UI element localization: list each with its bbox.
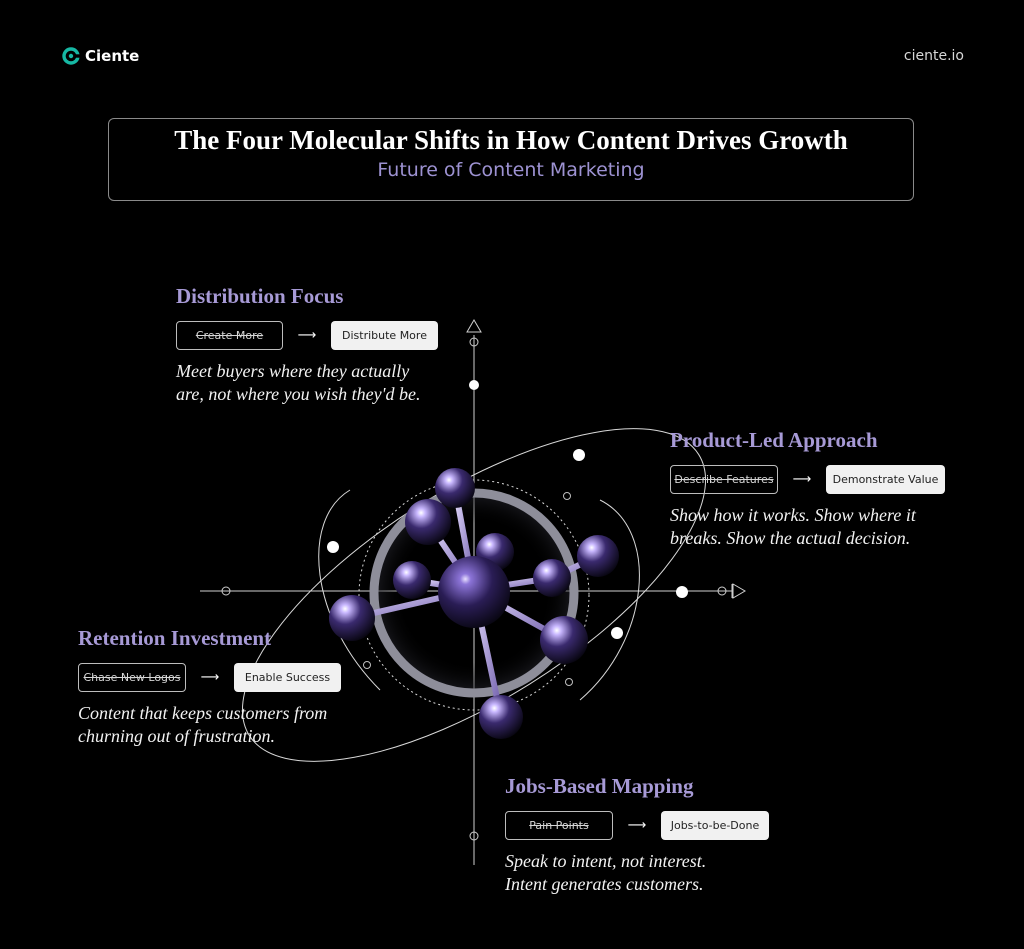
shift-title: Product-Led Approach — [670, 428, 878, 452]
shift-transition — [670, 465, 945, 494]
shift-description-line: Intent generates customers. — [505, 874, 704, 894]
arrow-right-icon: ⟶ — [297, 328, 317, 343]
atom — [435, 468, 475, 508]
atom — [577, 535, 619, 577]
shift-transition — [176, 321, 438, 350]
site-url-link[interactable]: ciente.io — [903, 48, 964, 64]
new-approach-pill: Demonstrate Value — [826, 465, 945, 494]
atom — [540, 616, 588, 664]
shift-description-line: churning out of frustration. — [78, 726, 276, 746]
atom-center — [438, 556, 510, 628]
shift-retention-investment — [78, 626, 341, 748]
shift-title: Retention Investment — [78, 626, 272, 650]
shift-description-line: are, not where you wish they'd be. — [176, 384, 421, 404]
shift-title: Jobs-Based Mapping — [505, 774, 694, 798]
old-approach-pill: Describe Features — [670, 465, 778, 494]
brand-name: Ciente — [85, 47, 140, 65]
atom — [393, 561, 431, 599]
shift-jobs-based-mapping — [505, 774, 769, 896]
old-approach-pill: Create More — [176, 321, 283, 350]
shift-description — [78, 702, 341, 748]
shift-description-line: Content that keeps customers from — [78, 703, 328, 723]
shift-product-led-approach — [670, 428, 945, 550]
atom — [533, 559, 571, 597]
shift-description — [670, 504, 945, 550]
page-subtitle: Future of Content Marketing — [377, 159, 645, 181]
shift-transition — [78, 663, 341, 692]
shift-description-line: Speak to intent, not interest. — [505, 851, 707, 871]
arrow-right-icon: ⟶ — [792, 472, 812, 487]
arrow-right-icon: ⟶ — [200, 670, 220, 685]
shift-description-line: Meet buyers where they actually — [176, 361, 410, 381]
old-approach-pill: Chase New Logos — [78, 663, 186, 692]
shift-description-line: breaks. Show the actual decision. — [670, 528, 911, 548]
shift-description — [176, 360, 438, 406]
old-approach-pill: Pain Points — [505, 811, 613, 840]
arrow-right-icon: ⟶ — [627, 818, 647, 833]
shift-transition — [505, 811, 769, 840]
new-approach-pill: Enable Success — [234, 663, 341, 692]
new-approach-pill: Distribute More — [331, 321, 438, 350]
shift-description — [505, 850, 769, 896]
shift-description-line: Show how it works. Show where it — [670, 505, 916, 525]
atom — [405, 499, 451, 545]
atom — [479, 695, 523, 739]
new-approach-pill: Jobs-to-be-Done — [661, 811, 769, 840]
shift-distribution-focus — [176, 284, 438, 406]
page-title: The Four Molecular Shifts in How Content Drives Growth — [174, 125, 848, 155]
shift-title: Distribution Focus — [176, 284, 344, 308]
